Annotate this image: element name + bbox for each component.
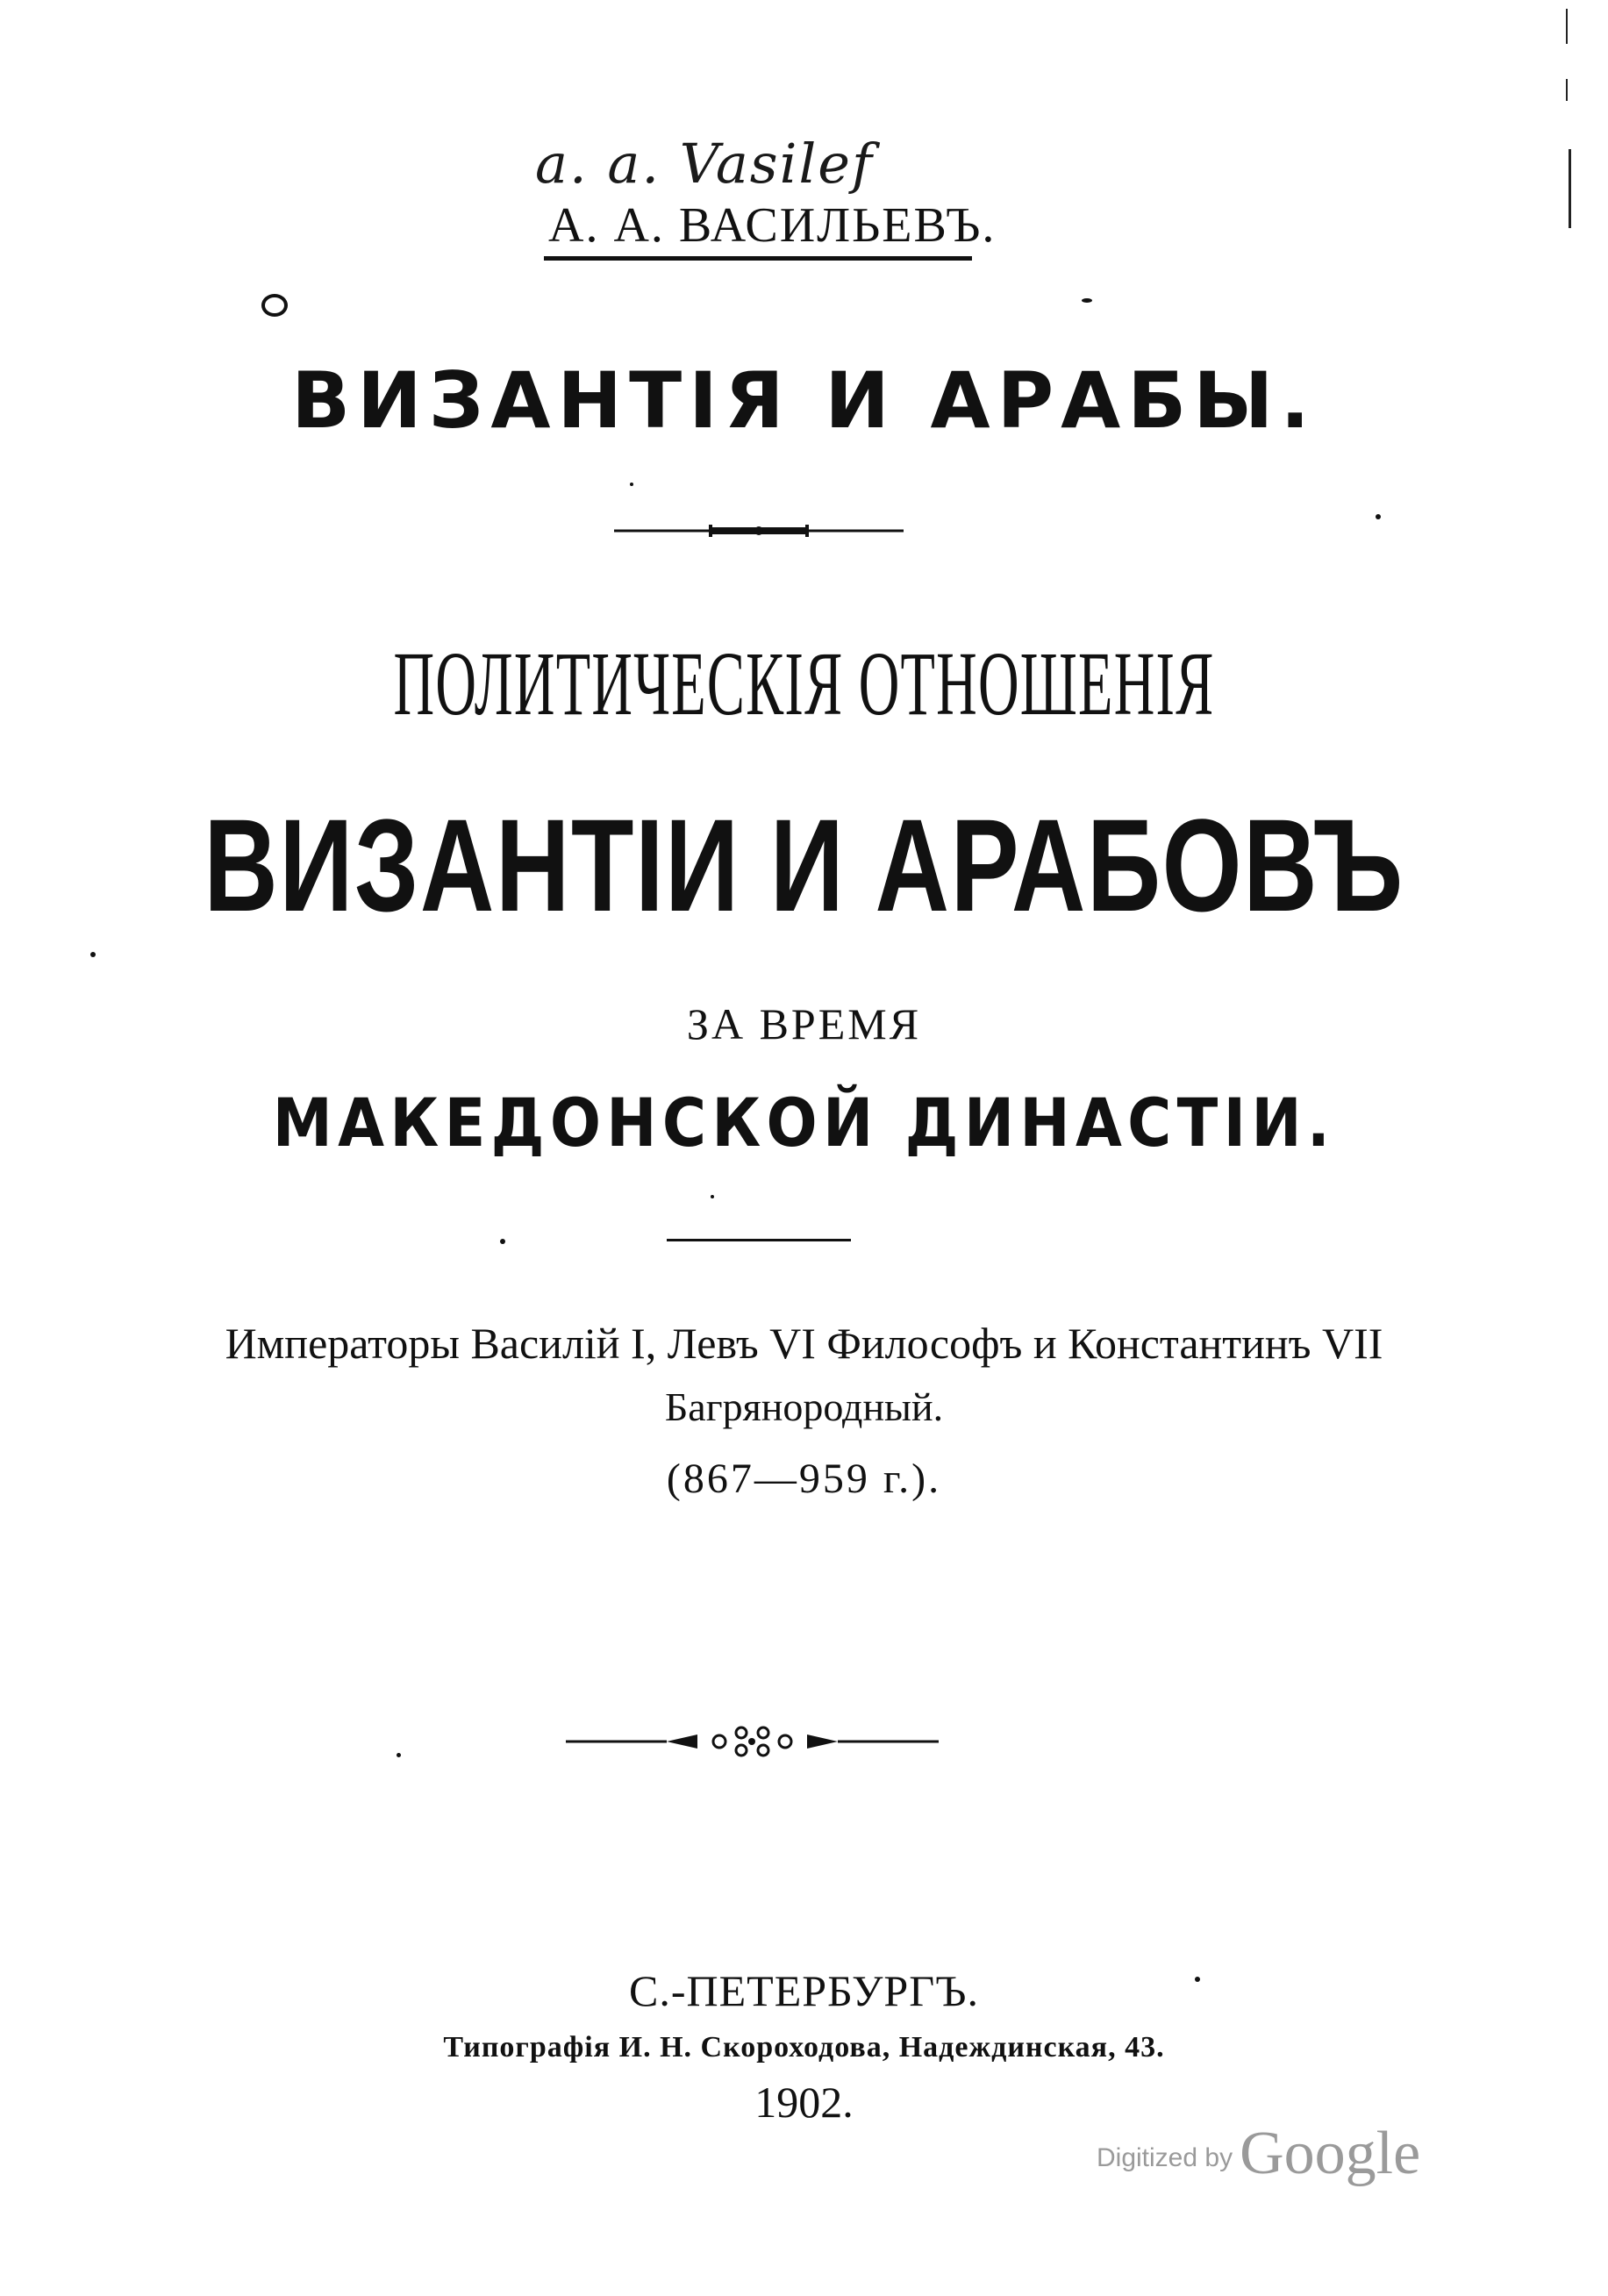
ornament-divider-top [614, 523, 904, 542]
ink-speck [397, 1753, 401, 1757]
title-macedonian-dynasty: МАКЕДОНСКОЙ ДИНАСТІИ. [272, 1084, 1336, 1162]
title-political-relations: ПОЛИТИЧЕСКІЯ ОТНОШЕНІЯ [393, 633, 1215, 734]
author-underline [544, 256, 972, 261]
ink-speck [1376, 514, 1381, 519]
ink-speck [630, 483, 633, 486]
digitized-by-watermark [1097, 2119, 1420, 2189]
subtitle-epithet: Багрянородный. [664, 1384, 944, 1429]
ink-circle-mark [261, 294, 288, 317]
ornament-divider-bottom [566, 1724, 939, 1763]
title-during: ЗА ВРЕМЯ [686, 999, 922, 1048]
publication-city: С.-ПЕТЕРБУРГЪ. [629, 1966, 979, 2015]
reign-dates: (867—959 г.). [666, 1456, 942, 1502]
subtitle-emperors: Императоры Василій I, Левъ VI Философъ и Константинъ VII [225, 1319, 1383, 1368]
ink-speck [1082, 298, 1092, 303]
ink-speck [90, 952, 96, 957]
right-margin-mark-small [1566, 9, 1568, 44]
ink-speck [711, 1195, 714, 1198]
printer-line: Типографія И. Н. Скороходова, Надеждинская, 43. [443, 2031, 1165, 2064]
ink-speck [500, 1239, 505, 1244]
author-name: А. А. ВАСИЛЬЕВЪ. [548, 198, 997, 253]
right-margin-mark-small-2 [1566, 79, 1568, 101]
ink-speck [1195, 1977, 1200, 1982]
main-title: ВИЗАНТІЯ И АРАБЫ. [291, 355, 1317, 446]
divider-rule [667, 1239, 851, 1241]
handwritten-signature: a. a. Vasilef [535, 132, 874, 196]
google-logo: Google [1240, 2120, 1421, 2187]
title-byzantium-arabs: ВИЗАНТІИ И АРАБОВЪ [204, 791, 1404, 939]
digitized-by-label: Digitized by [1097, 2143, 1233, 2172]
right-margin-mark [1569, 149, 1571, 228]
publication-year: 1902. [754, 2078, 854, 2127]
